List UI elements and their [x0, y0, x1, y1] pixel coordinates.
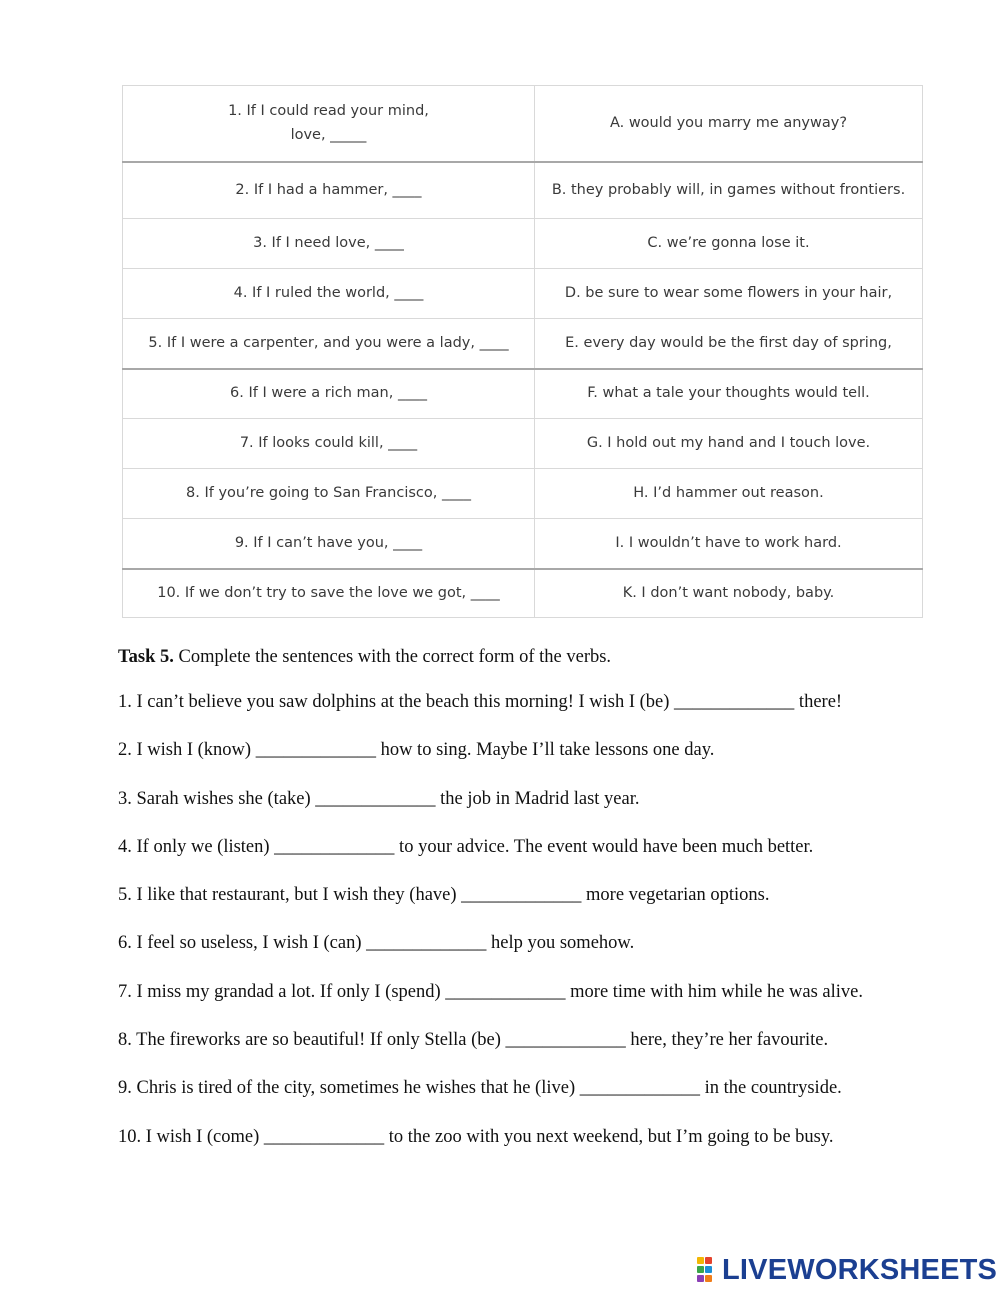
- right-cell: E. every day would be the first day of spring,: [535, 319, 923, 369]
- logo-text: LIVEWORKSHEETS: [722, 1254, 998, 1286]
- left-cell: 2. If I had a hammer, ____: [123, 162, 535, 219]
- left-cell: 8. If you’re going to San Francisco, ____: [123, 469, 535, 519]
- right-cell: B. they probably will, in games without frontiers.: [535, 162, 923, 219]
- left-cell: 5. If I were a carpenter, and you were a lady, ____: [123, 319, 535, 369]
- right-cell: C. we’re gonna lose it.: [535, 219, 923, 269]
- right-cell: H. I’d hammer out reason.: [535, 469, 923, 519]
- table-row: [123, 162, 923, 219]
- right-cell: D. be sure to wear some flowers in your hair,: [535, 269, 923, 319]
- sentence-1: 1. I can’t believe you saw dolphins at the beach this morning! I wish I (be) _____________ there!: [118, 692, 843, 712]
- table-row: [123, 469, 923, 519]
- left-cell: 6. If I were a rich man, ____: [123, 369, 535, 419]
- right-cell: F. what a tale your thoughts would tell.: [535, 369, 923, 419]
- sentence-8: 8. The fireworks are so beautiful! If only Stella (be) _____________ here, they’re her favourite.: [118, 1030, 829, 1051]
- right-cell: I. I wouldn’t have to work hard.: [535, 519, 923, 569]
- table-row: [123, 319, 923, 369]
- table-row: [123, 86, 923, 162]
- table-row: [123, 419, 923, 469]
- liveworksheets-logo: [697, 1254, 997, 1286]
- task-instruction: Complete the sentences with the correct form of the verbs.: [173, 647, 612, 667]
- left-cell: [123, 86, 535, 162]
- right-cell: G. I hold out my hand and I touch love.: [535, 419, 923, 469]
- logo-blocks-icon: [697, 1257, 719, 1283]
- sentence-2: 2. I wish I (know) _____________ how to sing. Maybe I’ll take lessons one day.: [118, 740, 715, 761]
- left-cell: 4. If I ruled the world, ____: [123, 269, 535, 319]
- matching-table: [122, 85, 923, 618]
- left-text-line: love, _____: [290, 127, 367, 144]
- left-cell: 9. If I can’t have you, ____: [123, 519, 535, 569]
- right-cell: K. I don’t want nobody, baby.: [535, 569, 923, 618]
- table-row: [123, 269, 923, 319]
- task-label: Task 5.: [118, 647, 174, 667]
- table-row: [123, 519, 923, 569]
- task-title: [118, 644, 948, 670]
- sentence-9: 9. Chris is tired of the city, sometimes he wishes that he (live) _____________ in the countryside.: [118, 1078, 842, 1099]
- sentence-5: 5. I like that restaurant, but I wish they (have) _____________ more vegetarian options.: [118, 885, 770, 906]
- sentence-6: 6. I feel so useless, I wish I (can) _____________ help you somehow.: [118, 933, 635, 954]
- left-text-line: 1. If I could read your mind,: [228, 102, 429, 119]
- sentence-3: 3. Sarah wishes she (take) _____________ the job in Madrid last year.: [118, 788, 640, 809]
- table-row: [123, 219, 923, 269]
- task-5-section: [118, 644, 948, 1172]
- sentence-7: 7. I miss my grandad a lot. If only I (spend) _____________ more time with him while he was alive.: [118, 981, 864, 1002]
- sentence-4: 4. If only we (listen) _____________ to your advice. The event would have been much better.: [118, 836, 814, 857]
- left-cell: 7. If looks could kill, ____: [123, 419, 535, 469]
- sentence-10: 10. I wish I (come) _____________ to the zoo with you next weekend, but I’m going to be busy.: [118, 1126, 834, 1147]
- left-cell: 3. If I need love, ____: [123, 219, 535, 269]
- left-cell: 10. If we don’t try to save the love we got, ____: [123, 569, 535, 618]
- table-row: [123, 369, 923, 419]
- right-cell: A. would you marry me anyway?: [535, 86, 923, 162]
- table-row: [123, 569, 923, 618]
